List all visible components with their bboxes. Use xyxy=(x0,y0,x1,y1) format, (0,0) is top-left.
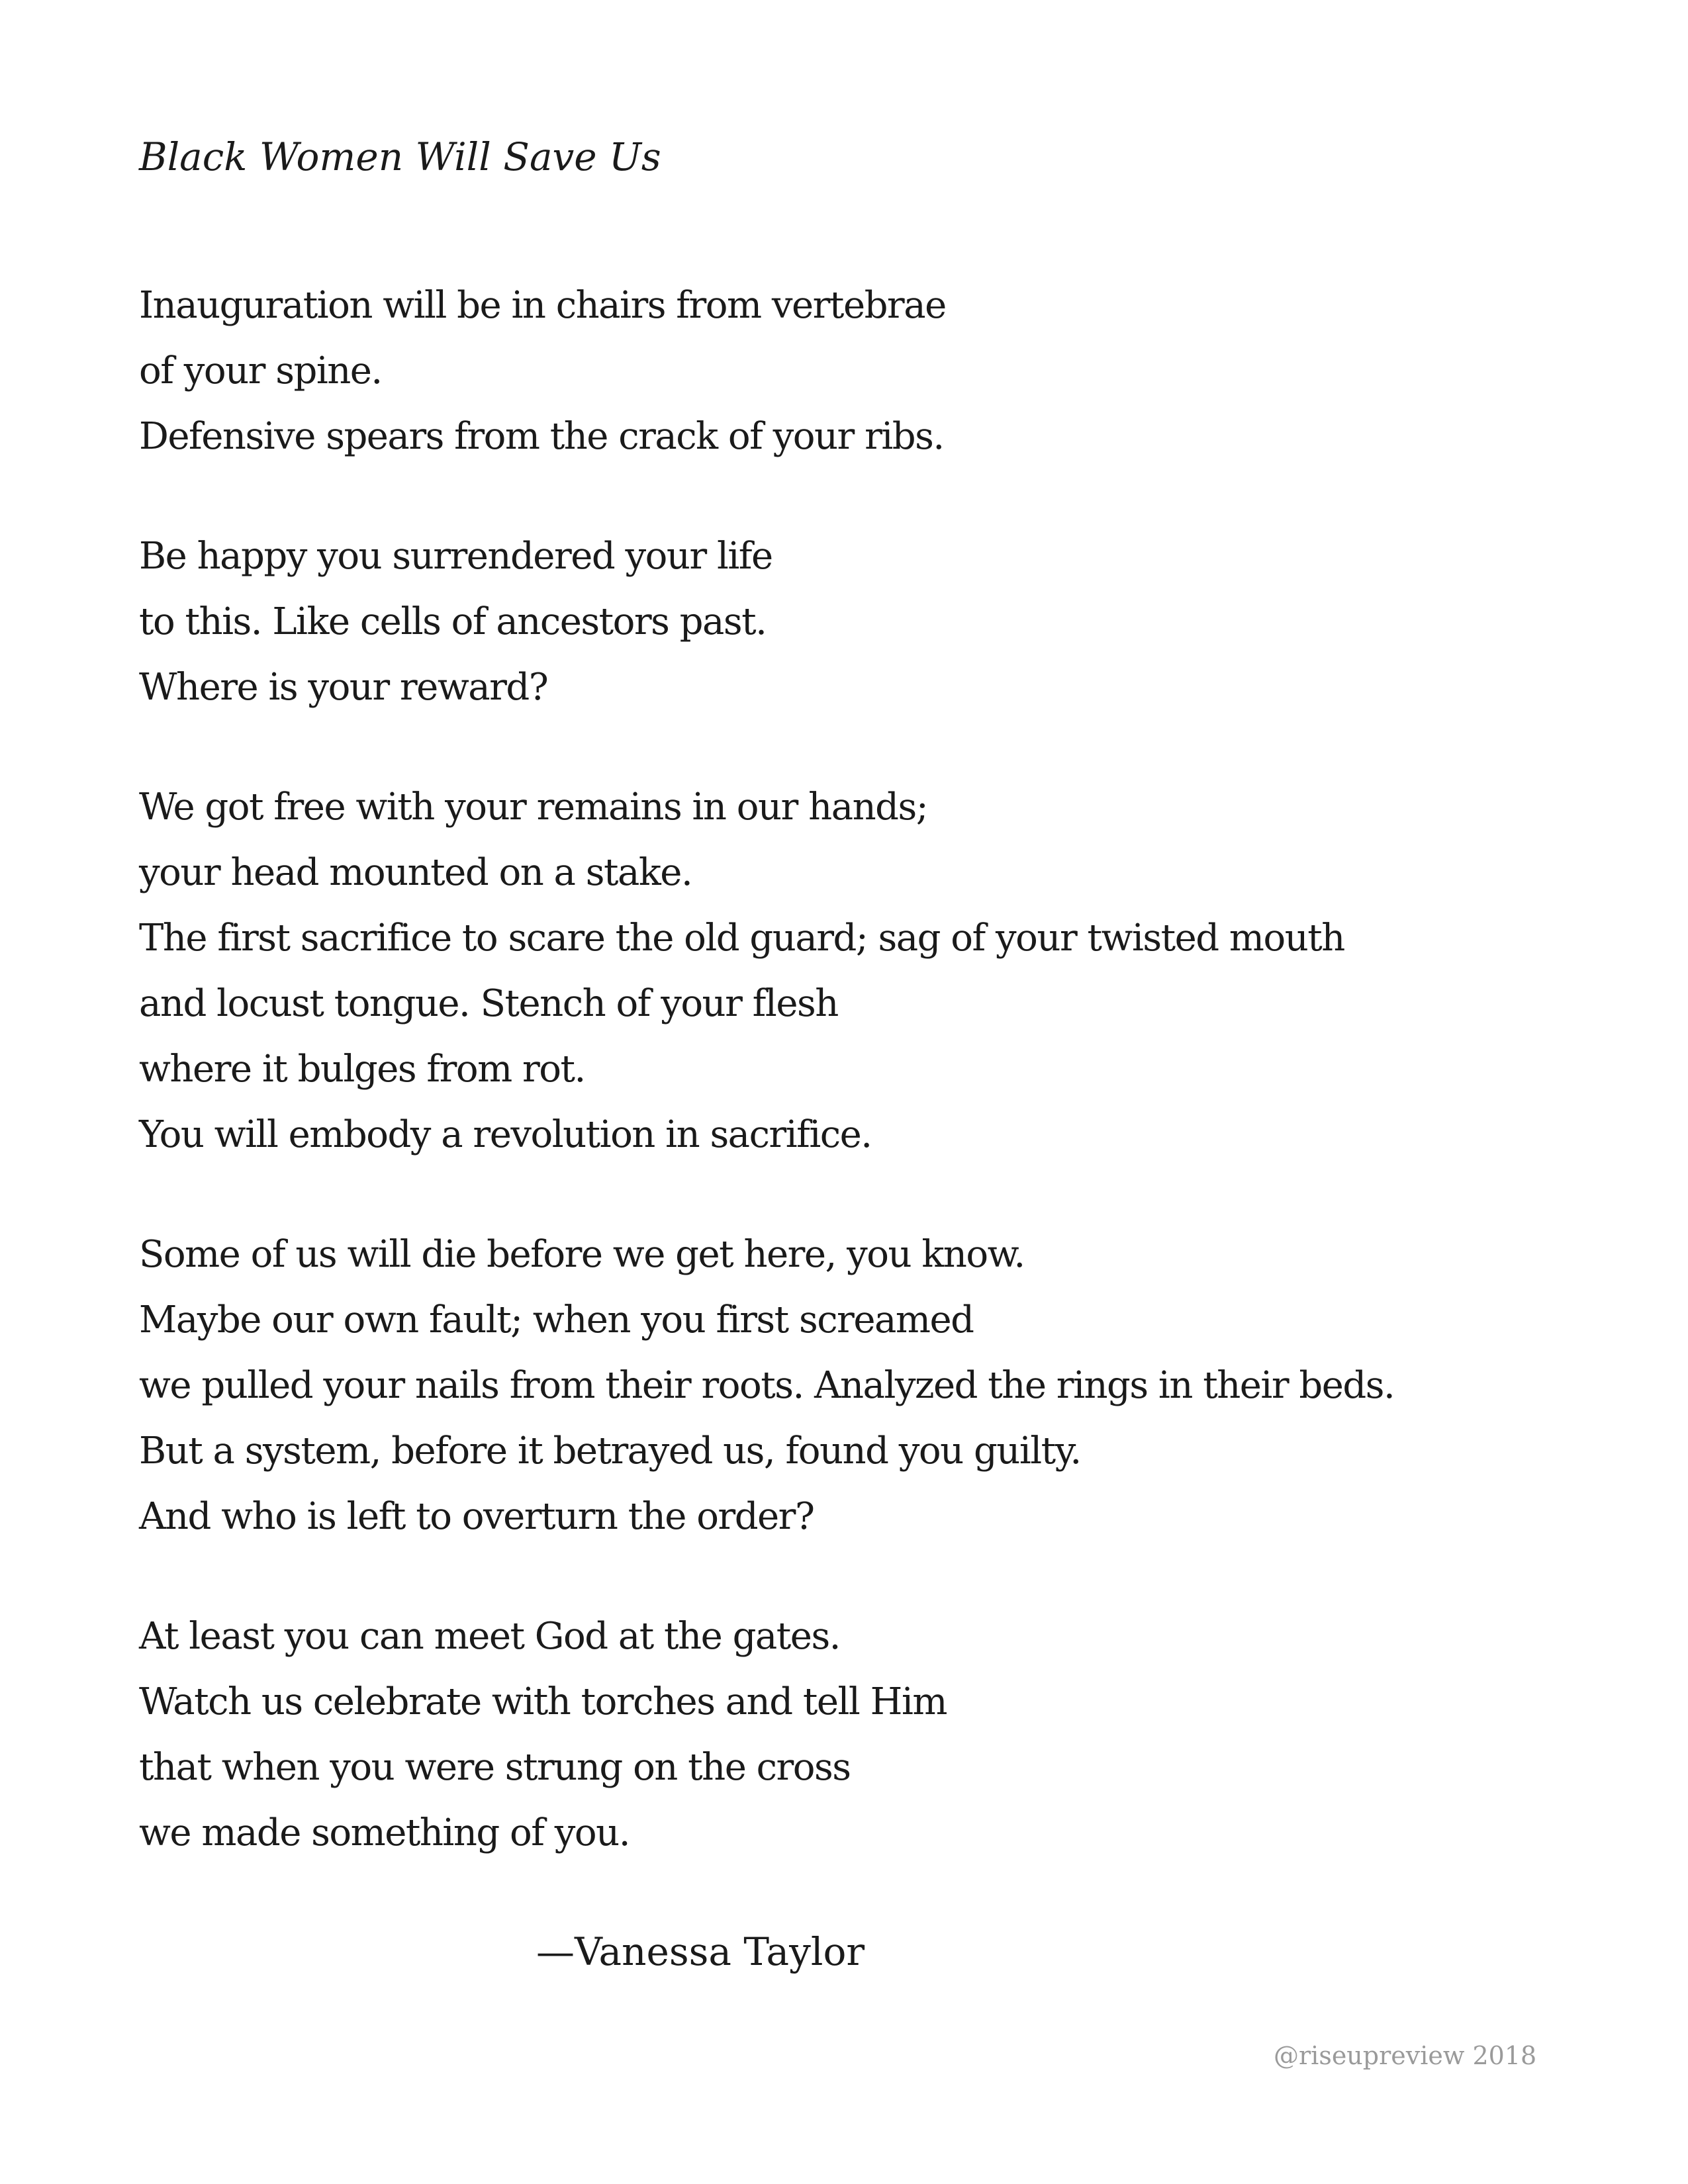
poem-line: You will embody a revolution in sacrifice. xyxy=(139,1113,872,1156)
poem-line: But a system, before it betrayed us, found you guilty. xyxy=(139,1430,1081,1473)
poem-line: At least you can meet God at the gates. xyxy=(139,1615,840,1658)
poem-line: we pulled your nails from their roots. Analyzed the rings in their beds. xyxy=(139,1364,1395,1407)
stanza xyxy=(139,1222,1394,1549)
poem-line: we made something of you. xyxy=(139,1811,630,1854)
poem-line: Be happy you surrendered your life xyxy=(139,535,773,578)
stanza xyxy=(139,273,1394,469)
poem-line: to this. Like cells of ancestors past. xyxy=(139,600,767,643)
stanza xyxy=(139,523,1394,720)
poem-title: Black Women Will Save Us xyxy=(139,134,661,179)
stanza xyxy=(139,774,1394,1167)
poem-line: Maybe our own fault; when you first screamed xyxy=(139,1298,974,1342)
poem-line: We got free with your remains in our hands; xyxy=(139,786,928,829)
poem-line: that when you were strung on the cross xyxy=(139,1746,851,1789)
poem-line: Some of us will die before we get here, you know. xyxy=(139,1233,1025,1276)
poem-line: And who is left to overturn the order? xyxy=(139,1495,814,1538)
watermark-text: @riseupreview 2018 xyxy=(1274,2041,1537,2070)
poem-line: your head mounted on a stake. xyxy=(139,851,692,894)
poem-line: Defensive spears from the crack of your ribs. xyxy=(139,415,944,458)
poem-line: of your spine. xyxy=(139,349,382,392)
poem-line: Watch us celebrate with torches and tell Him xyxy=(139,1680,947,1723)
poem-line: where it bulges from rot. xyxy=(139,1048,585,1091)
poem-line: Where is your reward? xyxy=(139,666,548,709)
poem-body xyxy=(139,273,1394,1920)
poem-line: Inauguration will be in chairs from vertebrae xyxy=(139,284,946,327)
poem-line: and locust tongue. Stench of your flesh xyxy=(139,982,838,1025)
poem-line: The first sacrifice to scare the old guard; sag of your twisted mouth xyxy=(139,917,1344,960)
author-signature: —Vanessa Taylor xyxy=(536,1929,865,1974)
stanza xyxy=(139,1604,1394,1866)
